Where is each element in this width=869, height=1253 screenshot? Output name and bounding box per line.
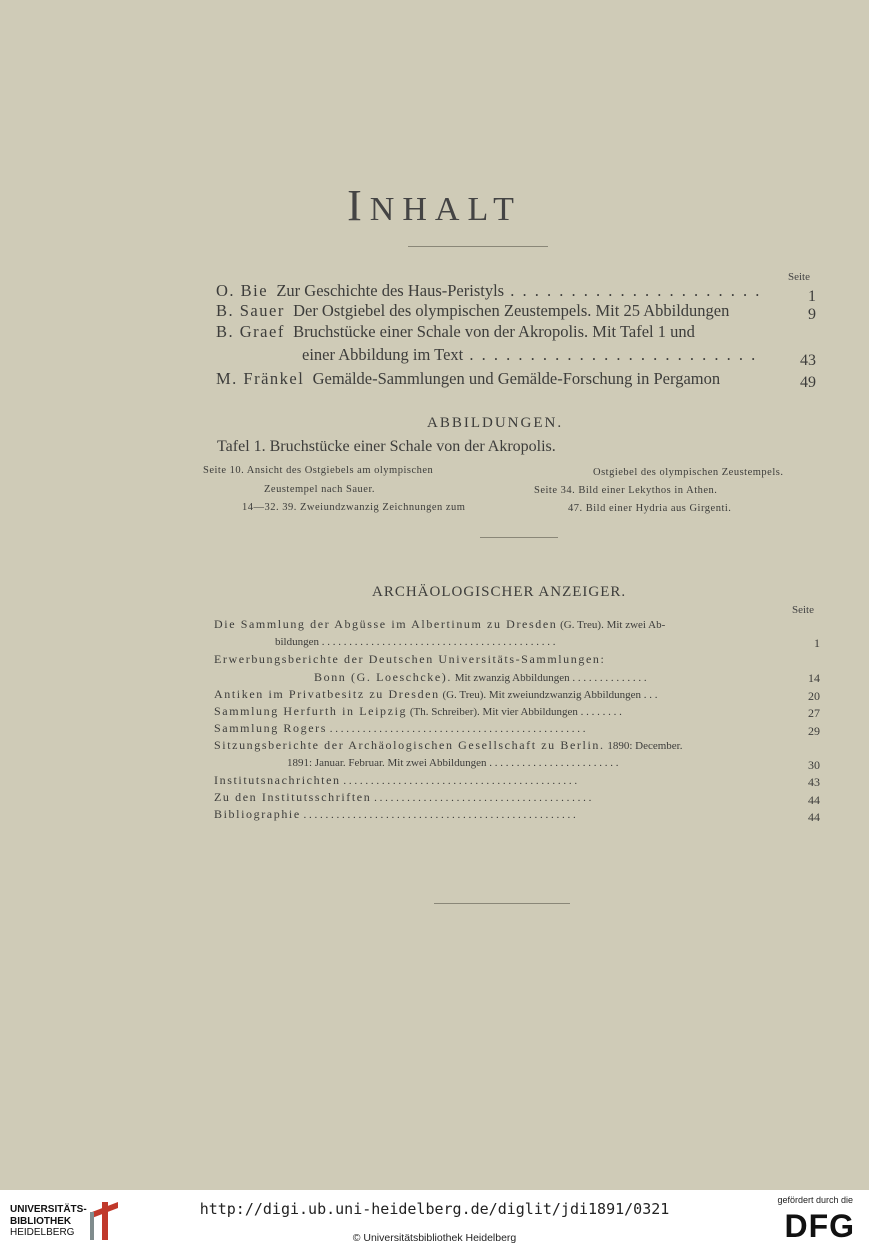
anzeiger-entry: Sammlung Herfurth in Leipzig (Th. Schreiber). Mit vier Abbildungen . . . . . . . . (214, 704, 622, 718)
toc-page: 49 (800, 374, 816, 391)
toc-page: 9 (808, 306, 816, 323)
anzeiger-entry: Bonn (G. Loeschcke). Mit zwanzig Abbildungen . . . . . . . . . . . . . . (314, 670, 647, 684)
anzeiger-entry: Sammlung Rogers . . . . . . . . . . . . . . . . . . . . . . . . . . . . . . . . . . . . . . . . . . . . . . . (214, 721, 586, 735)
section-divider (480, 537, 558, 538)
copyright-text: © Universitätsbibliothek Heidelberg (352, 1232, 517, 1244)
anzeiger-page: 43 (808, 775, 820, 789)
anzeiger-entry-continuation: 1891: Januar. Februar. Mit zwei Abbildungen . . . . . . . . . . . . . . . . . . . . . . . . (287, 757, 619, 769)
viewer-footer (0, 1190, 869, 1253)
anzeiger-seite-label: Seite (792, 604, 814, 616)
title-initial: I (347, 181, 370, 230)
abbildungen-left-line: Zeustempel nach Sauer. (264, 484, 376, 495)
toc-entry: B. Sauer Der Ostgiebel des olympischen Zeustempels. Mit 25 Abbildungen (216, 301, 730, 320)
anzeiger-page: 44 (808, 810, 820, 824)
anzeiger-entry: Bibliographie . . . . . . . . . . . . . . . . . . . . . . . . . . . . . . . . . . . . . . . . . . . . . . . . . . (214, 807, 576, 821)
end-divider (434, 903, 570, 904)
anzeiger-entry-continuation: bildungen . . . . . . . . . . . . . . . . . . . . . . . . . . . . . . . . . . . . . . . . . . . (275, 636, 556, 648)
tafel-line: Tafel 1. Bruchstücke einer Schale von der Akropolis. (217, 438, 556, 455)
toc-entry-continuation: einer Abbildung im Text . . . . . . . . . . . . . . . . . . . . . . . . (302, 345, 758, 364)
toc-page: 1 (808, 288, 816, 305)
dfg-caption: gefördert durch die (777, 1195, 853, 1205)
anzeiger-page: 20 (808, 689, 820, 703)
anzeiger-page: 14 (808, 671, 820, 685)
anzeiger-entry: Zu den Institutsschriften . . . . . . . . . . . . . . . . . . . . . . . . . . . . . . . . . . . . . . . . (214, 790, 592, 804)
anzeiger-entry: Sitzungsberichte der Archäologischen Gesellschaft zu Berlin. 1890: December. (214, 738, 683, 752)
toc-seite-label: Seite (788, 271, 810, 283)
title-rest: NHALT (369, 191, 522, 228)
toc-page: 43 (800, 352, 816, 369)
page-title (0, 180, 869, 231)
abbildungen-right-line: Ostgiebel des olympischen Zeustempels. (593, 467, 784, 478)
library-logo-text: UNIVERSITÄTS- BIBLIOTHEK HEIDELBERG (10, 1204, 87, 1238)
abbildungen-right-line: 47. Bild einer Hydria aus Girgenti. (568, 503, 732, 514)
toc-entry: M. Fränkel Gemälde-Sammlungen und Gemälde-Forschung in Pergamon (216, 369, 721, 388)
anzeiger-page: 30 (808, 758, 820, 772)
anzeiger-heading: ARCHÄOLOGISCHER ANZEIGER. (372, 584, 627, 600)
abbildungen-right-line: Seite 34. Bild einer Lekythos in Athen. (534, 485, 718, 496)
abbildungen-left-line: 14—32. 39. Zweiundzwanzig Zeichnungen zum (242, 502, 466, 513)
anzeiger-page: 29 (808, 724, 820, 738)
toc-entry: O. Bie Zur Geschichte des Haus-Peristyls . . . . . . . . . . . . . . . . . . . . . (216, 281, 762, 300)
toc-entry: B. Graef Bruchstücke einer Schale von der Akropolis. Mit Tafel 1 und (216, 322, 695, 341)
anzeiger-entry: Antiken im Privatbesitz zu Dresden (G. Treu). Mit zweiundzwanzig Abbildungen . . . (214, 687, 658, 701)
anzeiger-page: 27 (808, 706, 820, 720)
anzeiger-entry: Die Sammlung der Abgüsse im Albertinum zu Dresden (G. Treu). Mit zwei Ab- (214, 617, 666, 631)
anzeiger-entry: Erwerbungsberichte der Deutschen Universitäts-Sammlungen: (214, 652, 606, 666)
anzeiger-page: 1 (814, 636, 820, 650)
anzeiger-page: 44 (808, 793, 820, 807)
anzeiger-entry: Institutsnachrichten . . . . . . . . . . . . . . . . . . . . . . . . . . . . . . . . . . . . . . . . . . . (214, 773, 578, 787)
title-divider (408, 246, 548, 247)
permalink-url[interactable]: http://digi.ub.uni-heidelberg.de/diglit/jdi1891/0321 (199, 1200, 670, 1218)
abbildungen-heading: ABBILDUNGEN. (427, 415, 564, 431)
dfg-logo: DFG (784, 1208, 855, 1244)
abbildungen-left-line: Seite 10. Ansicht des Ostgiebels am olympischen (203, 465, 434, 476)
